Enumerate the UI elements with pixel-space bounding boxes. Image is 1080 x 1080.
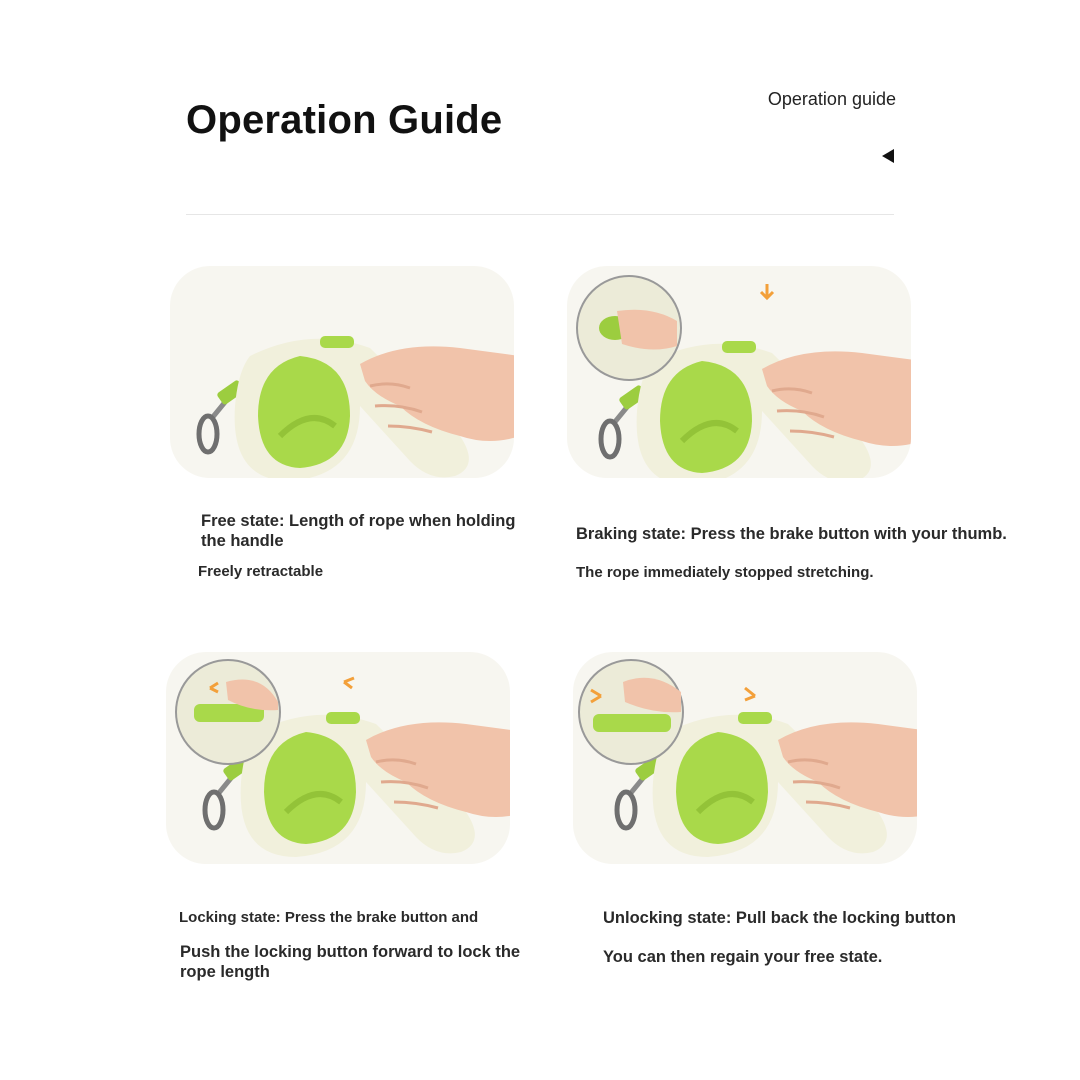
unlocking-state-photo: [573, 652, 917, 864]
page-title: Operation Guide: [186, 98, 503, 142]
step-1-title: Free state: Length of rope when holding the handle: [201, 512, 516, 550]
step-1-detail: Freely retractable: [198, 563, 324, 580]
divider: [186, 214, 894, 215]
step-2-title: Braking state: Press the brake button with your thumb.: [576, 525, 1007, 543]
locking-state-photo: [166, 652, 510, 864]
side-label: Operation guide: [767, 89, 896, 109]
step-4-title: Unlocking state: Pull back the locking button: [603, 909, 956, 927]
step-3-title: Locking state: Press the brake button and: [179, 909, 479, 926]
triangle-left-icon: [882, 149, 894, 163]
braking-state-photo: [567, 266, 911, 478]
step-3-detail: Push the locking button forward to lock the rope length: [180, 943, 521, 981]
step-2-detail: The rope immediately stopped stretching.: [576, 564, 874, 581]
free-state-photo: [170, 266, 514, 478]
step-4-detail: You can then regain your free state.: [603, 948, 883, 966]
